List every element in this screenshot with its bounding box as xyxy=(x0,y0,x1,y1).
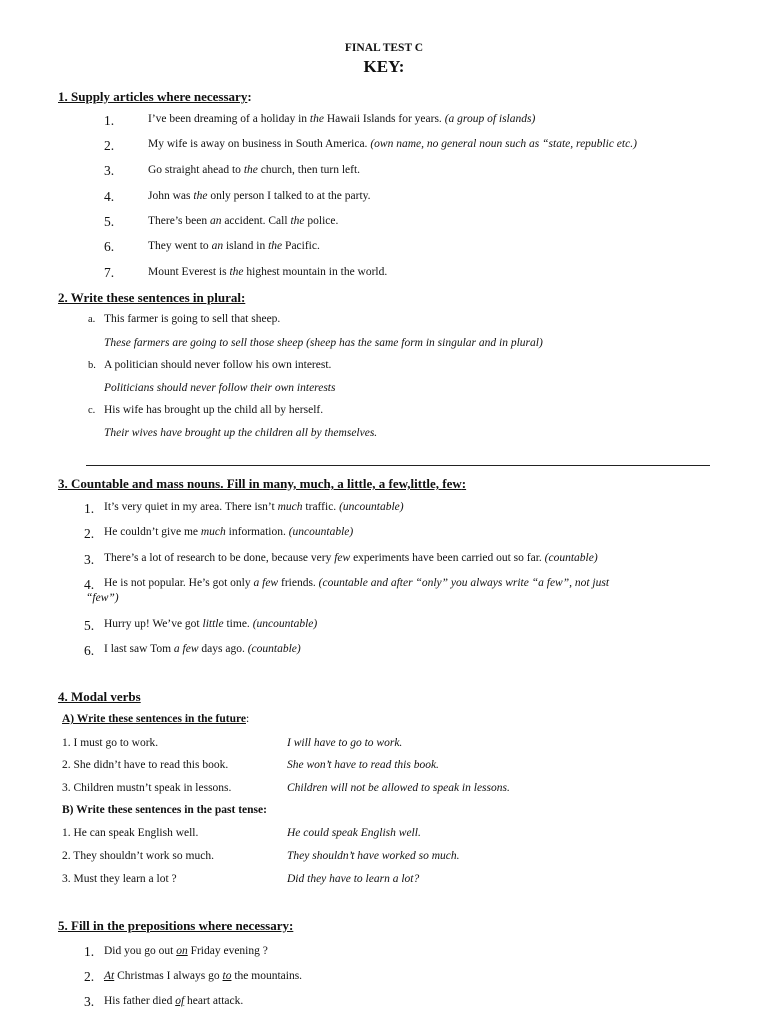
section-1-heading-text: 1. Supply articles where necessary xyxy=(58,89,248,104)
list-item-text: I’ve been dreaming of a holiday in the Hawaii Islands for years. (a group of islands) xyxy=(148,113,536,125)
modal-question: 1. I must go to work. xyxy=(62,737,159,749)
list-item-text: John was the only person I talked to at the party. xyxy=(148,190,371,202)
question-text: A politician should never follow his own interest. xyxy=(104,359,332,371)
modal-answer: Did they have to learn a lot? xyxy=(287,873,420,885)
section-4-heading: 4. Modal verbs xyxy=(58,689,141,704)
modal-question: 3. Children mustn’t speak in lessons. xyxy=(62,782,232,794)
list-item-text: There’s a lot of research to be done, because very few experiments have been carried out so far. (countable) xyxy=(104,552,598,564)
list-item-text: His father died of heart attack. xyxy=(104,995,244,1007)
modal-question: 2. They shouldn’t work so much. xyxy=(62,850,214,862)
section-5-heading: 5. Fill in the prepositions where necessary: xyxy=(58,918,294,933)
modal-answer: Children will not be allowed to speak in lessons. xyxy=(287,782,510,794)
item-number: 7. xyxy=(104,265,115,280)
list-item-text: Did you go out on Friday evening ? xyxy=(104,945,268,957)
list-item xyxy=(104,112,114,130)
modal-question: 1. He can speak English well. xyxy=(62,827,199,839)
list-item-text: My wife is away on business in South America. (own name, no general noun such as “state, republic etc.) xyxy=(148,138,637,150)
answer-text: These farmers are going to sell those sheep (sheep has the same form in singular and in plural) xyxy=(104,337,543,349)
list-item-text: He couldn’t give me much information. (uncountable) xyxy=(104,526,354,538)
item-number: 3. xyxy=(104,163,115,178)
list-item xyxy=(104,188,114,206)
subsection-a-heading: A) Write these sentences in the future: xyxy=(62,713,250,725)
list-item-text: At Christmas I always go to the mountains. xyxy=(104,970,303,982)
item-letter: a. xyxy=(88,314,96,325)
modal-answer: She won’t have to read this book. xyxy=(287,759,439,771)
item-number: 1. xyxy=(84,944,95,959)
item-number: 6. xyxy=(84,643,95,658)
list-item xyxy=(104,264,114,282)
list-item-text: It’s very quiet in my area. There isn’t much traffic. (uncountable) xyxy=(104,501,404,513)
modal-answer: He could speak English well. xyxy=(287,827,421,839)
list-item xyxy=(104,213,114,231)
subsection-b-heading: B) Write these sentences in the past tense: xyxy=(62,804,267,816)
list-item-text: I last saw Tom a few days ago. (countable) xyxy=(104,643,301,655)
item-number: 2. xyxy=(84,969,95,984)
item-number: 4. xyxy=(84,577,95,592)
answer-text: Their wives have brought up the children all by themselves. xyxy=(104,427,378,439)
modal-answer: I will have to go to work. xyxy=(287,737,403,749)
item-number: 2. xyxy=(104,138,115,153)
list-item xyxy=(84,500,94,518)
list-item xyxy=(104,137,114,155)
list-item xyxy=(84,525,94,543)
item-letter: b. xyxy=(88,360,96,371)
question-text: His wife has brought up the child all by herself. xyxy=(104,404,324,416)
list-item-text: Hurry up! We’ve got little time. (uncountable) xyxy=(104,618,318,630)
item-number: 5. xyxy=(104,214,115,229)
modal-question: 3. Must they learn a lot ? xyxy=(62,873,177,885)
list-item-text: He is not popular. He’s got only a few friends. (countable and after “only” you always write “a few”, not just xyxy=(104,577,610,589)
section-divider xyxy=(86,465,710,466)
list-item-text: They went to an island in the Pacific. xyxy=(148,240,320,252)
item-number: 2. xyxy=(84,526,95,541)
question-text: This farmer is going to sell that sheep. xyxy=(104,313,281,325)
item-number: 6. xyxy=(104,239,115,254)
list-item xyxy=(104,162,114,180)
list-item-text: Mount Everest is the highest mountain in the world. xyxy=(148,266,388,278)
section-2-heading: 2. Write these sentences in plural: xyxy=(58,290,246,305)
list-item xyxy=(84,551,94,569)
item-letter: c. xyxy=(88,405,96,416)
list-item-text: Go straight ahead to the church, then turn left. xyxy=(148,164,361,176)
key-title: KEY: xyxy=(363,57,405,76)
section-1-heading xyxy=(58,88,252,106)
list-item xyxy=(84,943,94,961)
item-number: 3. xyxy=(84,552,95,567)
list-item xyxy=(104,238,114,256)
list-item xyxy=(84,617,94,635)
section-1-heading-colon: : xyxy=(247,89,252,104)
list-item-continuation: “few”) xyxy=(86,592,119,604)
test-title: FINAL TEST C xyxy=(344,42,424,54)
item-number: 1. xyxy=(84,501,95,516)
section-3-heading: 3. Countable and mass nouns. Fill in many, much, a little, a few,little, few: xyxy=(58,476,467,491)
answer-text: Politicians should never follow their own interests xyxy=(104,382,336,394)
list-item xyxy=(84,968,94,986)
list-item-text: There’s been an accident. Call the police. xyxy=(148,215,339,227)
list-item xyxy=(84,642,94,660)
item-number: 3. xyxy=(84,994,95,1009)
list-item xyxy=(84,993,94,1011)
modal-question: 2. She didn’t have to read this book. xyxy=(62,759,229,771)
item-number: 1. xyxy=(104,113,115,128)
modal-answer: They shouldn’t have worked so much. xyxy=(287,850,460,862)
item-number: 4. xyxy=(104,189,115,204)
item-number: 5. xyxy=(84,618,95,633)
